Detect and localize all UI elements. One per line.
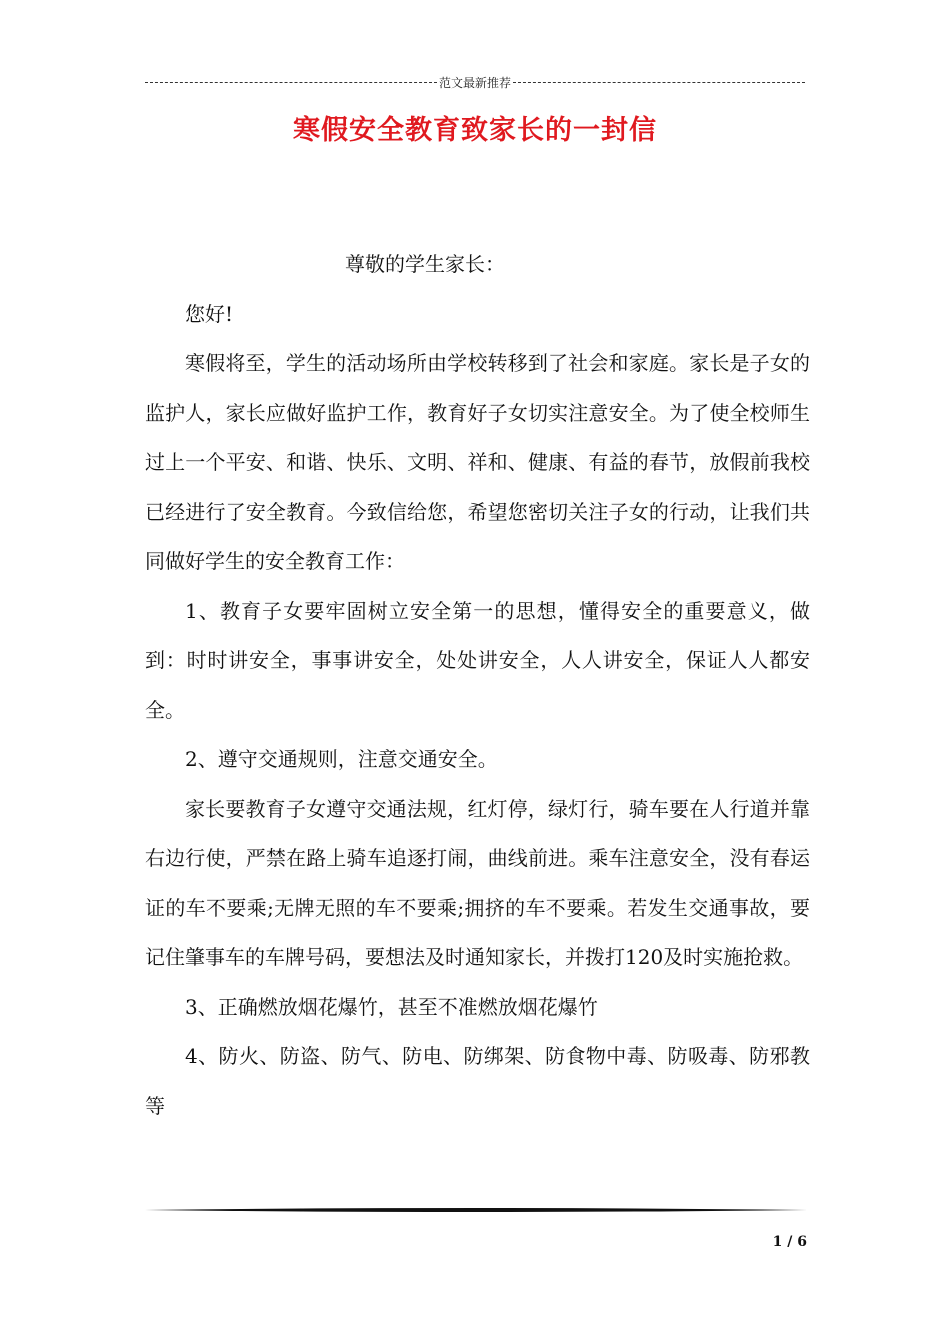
- paragraph-item-2: 2、遵守交通规则，注意交通安全。: [185, 747, 498, 771]
- document-body: [145, 240, 810, 1131]
- header-dash-right: [513, 82, 805, 83]
- paragraph-item-3: 3、正确燃放烟花爆竹，甚至不准燃放烟花爆竹: [185, 994, 598, 1019]
- header-dash-left: [145, 82, 437, 83]
- paragraph-item-1: 1、教育子女要牢固树立安全第一的思想，懂得安全的重要意义，做到：时时讲安全，事事讲安全，处处讲安全，人人讲安全，保证人人都安全。: [145, 598, 810, 722]
- header-label: 范文最新推荐: [439, 75, 512, 90]
- footer-rule: [145, 1207, 807, 1213]
- greeting: 您好!: [185, 301, 234, 326]
- page-number: 1 / 6: [772, 1234, 807, 1250]
- document-title: 寒假安全教育致家长的一封信: [293, 115, 657, 146]
- paragraph-item-4: 4、防火、防盗、防气、防电、防绑架、防食物中毒、防吸毒、防邪教等: [145, 1044, 810, 1118]
- page-header: [145, 72, 805, 92]
- paragraph-intro: 寒假将至，学生的活动场所由学校转移到了社会和家庭。家长是子女的监护人，家长应做好监护工作，教育好子女切实注意安全。为了使全校师生过上一个平安、和谐、快乐、文明、祥和、健康、有益的春节，放假前我校已经进行了安全教育。今致信给您，希望您密切关注子女的行动，让我们共同做好学生的安全教育工作：: [145, 351, 810, 573]
- salutation: 尊敬的学生家长：: [345, 252, 505, 276]
- paragraph-traffic: 家长要教育子女遵守交通法规，红灯停，绿灯行，骑车要在人行道并靠右边行使，严禁在路上骑车追逐打闹，曲线前进。乘车注意安全，没有春运证的车不要乘;无牌无照的车不要乘;拥挤的车不要乘。若发生交通事故，要记住肇事车的车牌号码，要想法及时通知家长，并拨打120及时实施抢救。: [145, 796, 810, 969]
